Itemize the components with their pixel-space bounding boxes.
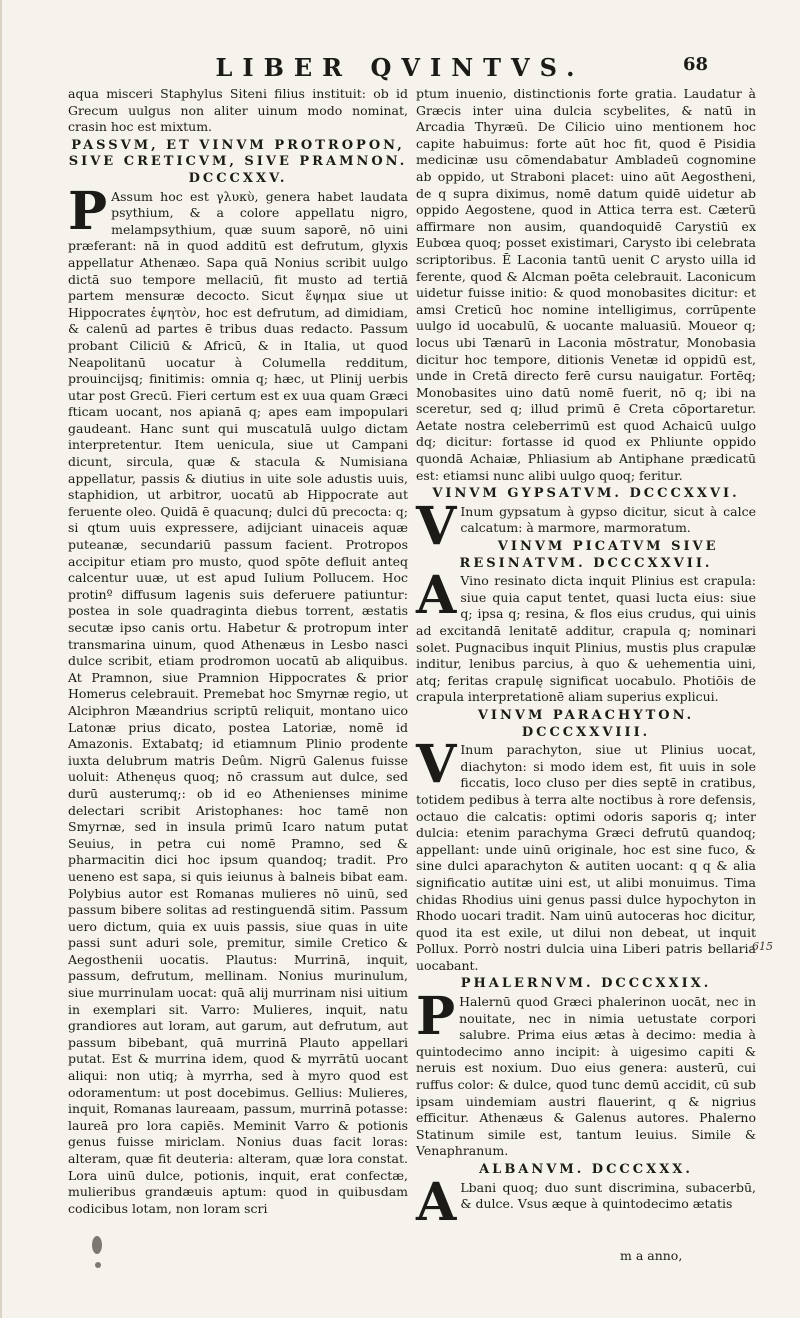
drop-initial: A (416, 1171, 457, 1233)
section-heading: VINVM PARACHYTON. DCCCXXVIII. (477, 707, 695, 740)
drop-initial: A (416, 565, 457, 627)
ink-smudge (95, 1262, 101, 1268)
paragraph-text: Assum hoc est γλυκὺ, genera habet laudata psythium, & a colore appellatu nigro, melampsythium, quæ suum saporē, nō uini præferant: nā in quod additū est defrutum, glyxis appellatur Athenæo. Sapa quā Nonius scribit uulgo dictā suo tempore mellaciū, fit musto ad tertiā partem mensuræ decocto. Sicut ἕψημα siue ut Hippocrates ἑψητὸν, hoc est defrutum, ad dimidiam, & calenū ad partes ē tribus duas redacto. Passum probant Ciliciū & Africū, & in Italia, ut quod Neapolitanū uocatur à Columella redditum, prouincijsq; finitimis: omnia q; hæc, ut Plinij uerbis utar post Grecū. Fieri certum est ex uua quam Græci fticam uocant, nos apianā q; apes eam impopulari gaudeant. Hanc sunt qui muscatulā uulgo dictam interpretentur. Item uenicula, siue ut Campani dicunt, sircula, quæ & stacula & Numisiana appellatur, passis & diutius in uite sole adustis uuis, staphidion, ut arbitror, uocatū ab Hippocrate aut feruente oleo. Quidā ē quacunq; dulci dū precocta: q; si qtum uuis expressere, adijciant uinaceis aquæ puteanæ, secundariū passum facient. Protropos accipitur etiam pro musto, quod spōte defluit anteq calcentur uuæ, ut est apud Iulium Pollucem. Hoc protinº diffusum lagenis suis deferuere patiuntur: postea in sole quadraginta diebus torrent, æstatis secutæ ipso canis ortu. Habetur & protropum inter transmarina uinum, quod Athenæus in Lesbo nasci dulce scribit, etiam prodromon uocatū ab aliquibus. At Pramnon, siue Pramnion Hippocrates & prior Homerus celebrauit. Premebat hoc Smyrnæ regio, ut Alciphron Mæandrius scriptū reliquit, montano uico Latonæ prius dicato, postea Latoriæ, nomē id Amazonis. Extabatq; id etiamnum Plinio prodente iuxta delubrum matris Deûm. Nigrū Galenus fuisse uoluit: Athenęus quoq; nō crassum aut dulce, sed durū austerumq;: ob id eo Athenienses minime delectari scribit Aristophanes: hoc tamē non Smyrnæ, sed in insula primū Icaro natum putat Seuius, in petra cui nomē Pramno, sed & pharmacitin dici hoc ipsum quandoq; tradit. Pro ueneno est sapa, si quis ieiunus à balneis bibat eam. Polybius autor est Romanas mulieres nō uinū, sed passum bibere solitas ad restinguendā sitim. Passum uero dictum, quia ex uuis passis, siue quas in uite passi sunt aduri sole, premitur, simile Cretico & Aegosthenii uocatis. Plautus: Murrinā, inquit, passum, defrutum, mellinam. Nonius murinulum, siue murrinulam uocat: quā alij murrinam nisi uitium in exemplari sit. Varro: Mulieres, inquit, natu grandiores aut loram, aut garum, aut defrutum, aut passum bibebant, quā murrinā Plauto appellari putat. Est & murrina idem, quod & myrrātū uocant aliqui: non utiq; à myrrha, sed à myro quod est odoramentum: ut post docebimus. Gellius: Mulieres, inquit, Romanas laureaam, passum, murrinā potasse: laureā pro lora capiēs. Meminit Varro & potionis genus fuisse miriclam. Nonius duas facit loras: alteram, quæ fit deuteria: alteram, quæ lora constat. Lora uinū dulce, potionis, inquit, erat confectæ, mulieribus grandæuis aptum: quod in quibusdam codicibus lotam, non loram scri (68, 188, 408, 1216)
drop-initial: P (68, 180, 108, 242)
body-paragraph (68, 86, 408, 136)
section-heading: ALBANVM. DCCCXXX. (479, 1162, 693, 1177)
paragraph-text: aqua misceri Staphylus Siteni filius instituit: ob id Grecum uulgus non aliter uinum modo nominat, crasin hoc est mixtum. (68, 86, 408, 135)
body-paragraph (416, 986, 756, 1160)
section-heading: PHALERNVM. DCCCXXIX. (460, 976, 712, 992)
body-paragraph (416, 86, 756, 484)
page-header (80, 52, 720, 82)
page-edge-rule (0, 0, 2, 1318)
section-heading: PASSVM, ET VINVM PROTROPON, SIVE CRETICVM, SIVE PRAMNON. DCCCXXV. (68, 137, 408, 186)
section-heading: VINVM GYPSATVM. DCCCXXVI. (432, 486, 740, 502)
paragraph-text: Inum gypsatum à gypso dicitur, sicut à calce calcatum: à marmore, marmoratum. (460, 503, 756, 536)
drop-initial: V (416, 734, 457, 796)
paragraph-text: ptum inuenio, distinctionis forte gratia. Laudatur à Græcis inter uina dulcia scybelites, & natū in Arcadia Thyræū. De Cilicio uino mentionem hoc capite habuimus: forte aūt hoc fit, quod ē Pisidia medicinæ usu cōmendabatur Ambladeū cognomine ab oppido, ut Straboni placet: uino aūt Aegostheni, de q supra diximus, nomē datum quidē uidetur ab oppido Aegostene, quod in Attica terra est. Cæterū affirmare non ausim, quandoquidē Carystiū ex Eubœa quoq; posset existimari, Carysto ibi celebrata scriptoribus. Ē Laconia tantū uenit C arysto uilla id ferente, quod & Alcman poēta celebrauit. Laconicum uidetur fuisse initio: & quod monobasites dicitur: et amsi Creticū hoc nomine intelligimus, corrūpente uulgo id uocabulū, & uocante maluasiū. Moueor q; locus ubi Tænarū in Laconia mōstratur, Monobasia dicitur hoc tempore, ditionis Venetæ id oppidū est, unde in Cretā directo ferē cursu nauigatur. Fortēq; Monobasites uino datū nomē fuerit, nō q; ibi na sceretur, sed q; illud primū ē Creta cōportaretur. Aetate nostra celeberrimū est quod Achaicū uulgo dq; dicitur: fortasse id quod ex Phliunte oppido quondā Achaiæ, Phliasium ab Antiphane prædicatū est: etiamsi nunc alibi uulgo quoq; feritur. (416, 86, 756, 483)
drop-initial: P (416, 986, 456, 1048)
body-paragraph (416, 1171, 756, 1233)
running-title: LIBER QVINTVS. (215, 52, 585, 82)
ink-smudge (92, 1236, 102, 1254)
paragraph-text: Inum parachyton, siue ut Plinius uocat, diachyton: si modo idem est, fit uuis in sole ficcatis, loco cluso per dies septē in cratibus, totidem pedibus à terra alte noctibus à rore defensis, octauo die calcatis: optimi odoris saporis q; inter dulcia: etenim parachyma Græci defrutū quandoq; appellant: unde uinū originale, hoc est sine fuco, & sine dulci aparachyton & autiten uocant: q q & alia significatio autitæ uini est, ut alibi monuimus. Tima chidas Rhodius uini genus passi dulce hypochyton in Rhodo uocari tradit. Nam uinū autoceras hoc dicitur, quod ita est exile, ut dilui non debeat, ut inquit Pollux. Porrò nostri dulcia uina Liberi patris bellaria uocabant. (416, 742, 756, 973)
body-paragraph (416, 565, 756, 706)
right-column (416, 86, 756, 1233)
margin-note: 615 (752, 940, 773, 953)
paragraph-text: Vino resinato dicta inquit Plinius est crapula: siue quia caput tentet, quasi lucta eius: siue q; ipsa q; resina, & flos eius crudus, qui uinis ad excitandā lenitatē additur, crapula q; nominari solet. Pugnacibus inquit Plinius, mustis plus crapulæ inditur, lenibus parcius, à quo & uehementia uini, atq; feritas crapulę significat uocabulo. Photiōis de crapula interpretationē aliam superius explicui. (416, 573, 756, 705)
folio-number: 68 (682, 54, 708, 75)
body-paragraph (416, 734, 756, 974)
paragraph-text: Lbani quoq; duo sunt discrimina, subacerbū, & dulce. Vsus æque à quintodecimo ætatis (460, 1179, 756, 1212)
catchword: m a anno, (620, 1248, 683, 1263)
left-column (68, 86, 408, 1219)
section-heading: VINVM PICATVM SIVE RESINATVM. DCCCXXVII. (459, 539, 719, 571)
body-paragraph (68, 180, 408, 1218)
paragraph-text: Halernū quod Græci phalerinon uocāt, nec in nouitate, nec in nimia uetustate corpori salubre. Prima eius ætas à decimo: media à quintodecimo anno incipit: à uigesimo capiti & neruis est noxium. Duo eius genera: austerū, cui ruffus color: & dulce, quod tunc demū accidit, cū sub ipsam uindemiam austri flauerint, q & nigrius efficitur. Athenæus & Galenus autores. Phalerno Statinum simile est, tantum leuius. Simile & Venaphranum. (416, 994, 756, 1159)
drop-initial: V (416, 495, 457, 557)
